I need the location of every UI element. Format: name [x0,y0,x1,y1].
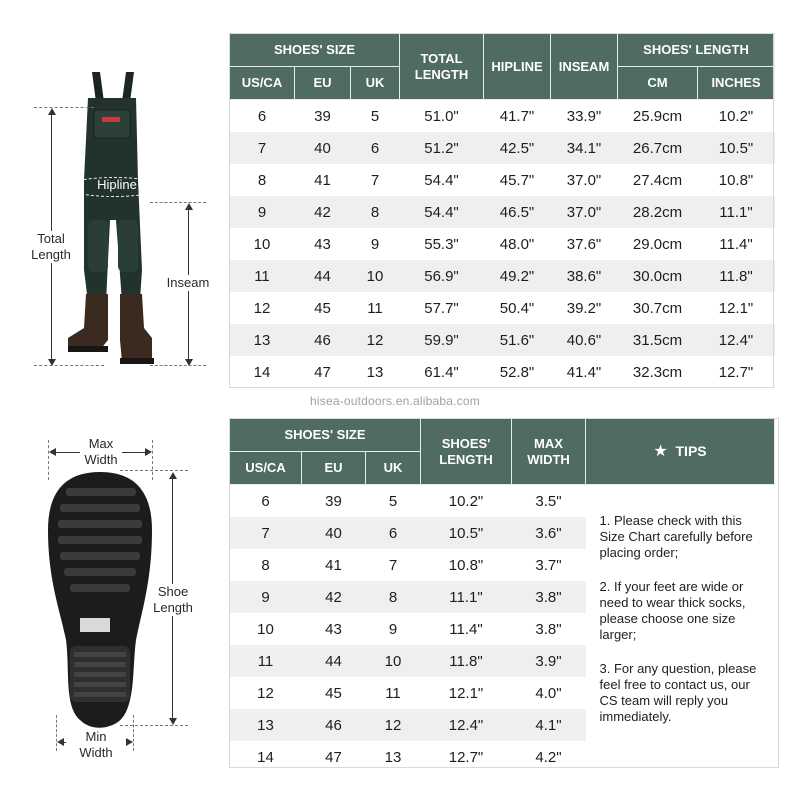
min-width-arrow-left [57,738,64,746]
table-cell: 30.7cm [618,292,698,324]
max-width-arrow-right [145,448,152,456]
table-cell: 41 [295,164,351,196]
table-cell: 10.5" [421,517,512,549]
table-cell: 59.9" [400,324,484,356]
inseam-arrow-down [185,359,193,366]
table-cell: 12.4" [421,709,512,741]
table-cell: 6 [366,517,421,549]
tip-text: 3. For any question, please feel free to contact us, our CS team will reply you immediately. [599,661,757,724]
table-cell: 4.0" [512,677,586,709]
table-cell: 39 [295,100,351,133]
table-cell: 11 [366,677,421,709]
us-ca-header: US/CA [230,67,295,100]
max-width-label: Max Width [84,436,118,467]
table-cell: 55.3" [400,228,484,260]
table-cell: 51.2" [400,132,484,164]
table-cell: 11.1" [698,196,775,228]
table-cell: 11 [351,292,400,324]
table-cell: 42.5" [484,132,551,164]
table-cell: 8 [351,196,400,228]
table-cell: 11 [230,260,295,292]
table-row [230,228,775,260]
table-cell: 47 [295,356,351,388]
wader-illustration [40,70,220,370]
table-cell: 10 [230,228,295,260]
star-icon: ★ [653,443,668,460]
table-cell: 28.2cm [618,196,698,228]
table-cell: 11.4" [698,228,775,260]
table-cell: 4.2" [512,741,586,773]
min-width-label: Min Width [66,729,126,761]
table-cell: 6 [351,132,400,164]
max-width-right-guide [152,440,153,480]
eu-header: EU [295,67,351,100]
table-cell: 4.1" [512,709,586,741]
table-cell: 7 [366,549,421,581]
table-cell: 3.6" [512,517,586,549]
table-cell: 46 [302,709,366,741]
table-cell: 33.9" [551,100,618,133]
table-cell: 13 [366,741,421,773]
table-cell: 12 [230,677,302,709]
table-cell: 43 [295,228,351,260]
table-cell: 40 [295,132,351,164]
table-cell: 40 [302,517,366,549]
table-cell: 13 [230,709,302,741]
total-length-top-guide [34,107,94,108]
table-row [230,132,775,164]
table-cell: 54.4" [400,196,484,228]
table-cell: 12 [230,292,295,324]
max-width-left-guide [48,440,49,480]
table-row [230,100,775,133]
table-cell: 25.9cm [618,100,698,133]
table-cell: 12.7" [421,741,512,773]
table-cell: 56.9" [400,260,484,292]
table-cell: 12.1" [698,292,775,324]
table-cell: 13 [230,324,295,356]
table-cell: 48.0" [484,228,551,260]
uk-header: UK [366,452,421,485]
table-cell: 3.9" [512,645,586,677]
table-cell: 3.8" [512,581,586,613]
table-cell: 45 [302,677,366,709]
table-cell: 11.1" [421,581,512,613]
table-cell: 14 [230,356,295,388]
table-cell: 3.7" [512,549,586,581]
table-cell: 41 [302,549,366,581]
shoes-length-group-header: SHOES' LENGTH [618,34,775,67]
table-cell: 5 [366,485,421,518]
shoe-length-top-guide [120,470,188,471]
watermark-text: hisea-outdoors.en.alibaba.com [310,394,480,408]
boot-sole-image [40,470,160,730]
table-row [230,196,775,228]
table-cell: 32.3cm [618,356,698,388]
table-cell: 9 [230,196,295,228]
chest-wader-image [40,70,220,370]
table-cell: 11 [230,645,302,677]
table-cell: 10.5" [698,132,775,164]
table-cell: 46.5" [484,196,551,228]
table-cell: 13 [351,356,400,388]
inseam-top-guide [150,202,206,203]
shoe-length-label: Shoe Length [148,584,198,616]
table-cell: 44 [295,260,351,292]
table-cell: 10 [351,260,400,292]
table-cell: 27.4cm [618,164,698,196]
inseam-bottom-guide [150,365,206,366]
table-cell: 37.6" [551,228,618,260]
table-row [230,164,775,196]
table-cell: 7 [230,517,302,549]
table-cell: 11.8" [421,645,512,677]
table-cell: 5 [351,100,400,133]
table-cell: 11.8" [698,260,775,292]
table-cell: 26.7cm [618,132,698,164]
table-row [230,485,775,518]
shoe-length-arrow-down [169,718,177,725]
total-length-header: TOTAL LENGTH [400,34,484,100]
table-cell: 10.2" [421,485,512,518]
max-width-arrow-left [49,448,56,456]
boot-size-table [229,418,775,773]
tips-header: ★ TIPS [586,419,775,485]
tips-panel [586,485,775,774]
table-cell: 8 [230,549,302,581]
table-row [230,292,775,324]
table-cell: 8 [230,164,295,196]
table-cell: 52.8" [484,356,551,388]
table-cell: 54.4" [400,164,484,196]
shoes-size-group-header: SHOES' SIZE [230,34,400,67]
total-length-arrow-up [48,108,56,115]
hipline-label: Hipline [97,177,137,192]
table-cell: 41.4" [551,356,618,388]
inches-header: INCHES [698,67,775,100]
min-width-right-guide [133,715,134,751]
table-row [230,260,775,292]
table-cell: 31.5cm [618,324,698,356]
total-length-label: Total Length [20,231,82,263]
table-cell: 40.6" [551,324,618,356]
table-cell: 12 [366,709,421,741]
shoe-length-arrow-up [169,472,177,479]
table-cell: 45 [295,292,351,324]
table-cell: 12 [351,324,400,356]
table-cell: 9 [366,613,421,645]
table-cell: 10.8" [698,164,775,196]
table-cell: 45.7" [484,164,551,196]
tip-text: 1. Please check with this Size Chart carefully before placing order; [599,513,753,560]
table-cell: 9 [230,581,302,613]
shoe-length-bottom-guide [120,725,188,726]
min-width-arrow-right [126,738,133,746]
sole-illustration [40,470,160,730]
tip-text: 2. If your feet are wide or need to wear thick socks, please choose one size larger; [599,579,746,642]
table-cell: 6 [230,485,302,518]
table-row [230,356,775,388]
table-row [230,324,775,356]
table-cell: 6 [230,100,295,133]
table-cell: 39 [302,485,366,518]
inseam-header: INSEAM [551,34,618,100]
table-cell: 10 [230,613,302,645]
table-cell: 44 [302,645,366,677]
table-cell: 38.6" [551,260,618,292]
wader-size-table [229,33,775,388]
table-cell: 9 [351,228,400,260]
boot-size-rows [230,485,775,774]
table-cell: 12.7" [698,356,775,388]
table-cell: 57.7" [400,292,484,324]
table-cell: 11.4" [421,613,512,645]
table-cell: 39.2" [551,292,618,324]
table-cell: 29.0cm [618,228,698,260]
table-cell: 51.6" [484,324,551,356]
us-ca-header: US/CA [230,452,302,485]
wader-size-rows [230,100,775,389]
max-width-line-left [54,452,80,453]
inseam-label: Inseam [160,275,216,291]
table-cell: 7 [351,164,400,196]
table-cell: 10.8" [421,549,512,581]
table-cell: 30.0cm [618,260,698,292]
total-length-arrow-down [48,359,56,366]
table-cell: 42 [302,581,366,613]
table-cell: 7 [230,132,295,164]
table-cell: 8 [366,581,421,613]
hipline-header: HIPLINE [484,34,551,100]
table-cell: 42 [295,196,351,228]
cm-header: CM [618,67,698,100]
table-cell: 10.2" [698,100,775,133]
uk-header: UK [351,67,400,100]
max-width-header: MAX WIDTH [512,419,586,485]
table-cell: 3.8" [512,613,586,645]
table-cell: 51.0" [400,100,484,133]
table-cell: 12.4" [698,324,775,356]
table-cell: 43 [302,613,366,645]
table-cell: 10 [366,645,421,677]
table-cell: 12.1" [421,677,512,709]
total-length-bottom-guide [34,365,104,366]
table-cell: 14 [230,741,302,773]
shoes-size-group-header: SHOES' SIZE [230,419,421,452]
table-cell: 46 [295,324,351,356]
table-cell: 61.4" [400,356,484,388]
shoes-length-header: SHOES' LENGTH [421,419,512,485]
table-cell: 41.7" [484,100,551,133]
table-cell: 50.4" [484,292,551,324]
table-cell: 3.5" [512,485,586,518]
table-cell: 49.2" [484,260,551,292]
inseam-arrow-up [185,203,193,210]
eu-header: EU [302,452,366,485]
table-cell: 37.0" [551,196,618,228]
table-cell: 34.1" [551,132,618,164]
table-cell: 47 [302,741,366,773]
table-cell: 37.0" [551,164,618,196]
